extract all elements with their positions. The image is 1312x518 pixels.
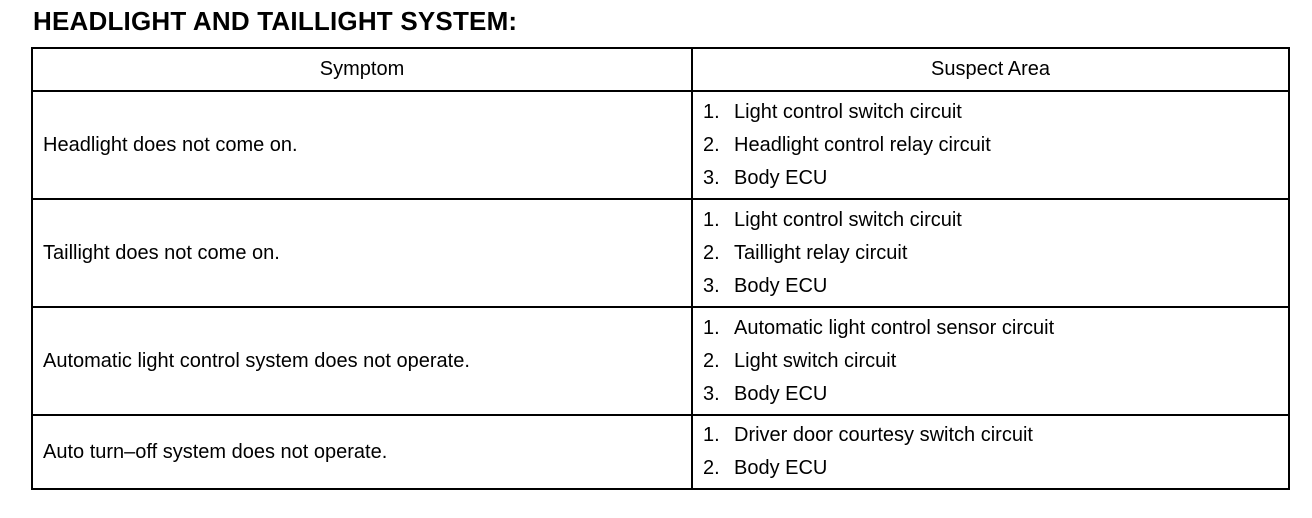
item-number: 1. bbox=[703, 208, 720, 231]
item-number: 1. bbox=[703, 424, 720, 446]
item-number: 2. bbox=[703, 457, 720, 479]
item-text: Light control switch circuit bbox=[734, 208, 962, 231]
item-text: Headlight control relay circuit bbox=[734, 133, 991, 156]
list-item bbox=[703, 96, 1288, 129]
item-text: Body ECU bbox=[734, 457, 828, 479]
item-text: Light switch circuit bbox=[734, 349, 897, 372]
item-text: Automatic light control sensor circuit bbox=[734, 316, 1055, 339]
header-symptom: Symptom bbox=[32, 48, 692, 91]
symptom-cell: Auto turn–off system does not operate. bbox=[32, 415, 692, 489]
header-suspect-area: Suspect Area bbox=[692, 48, 1289, 91]
symptom-cell: Taillight does not come on. bbox=[32, 199, 692, 307]
suspect-area-cell bbox=[692, 415, 1289, 489]
item-number: 2. bbox=[703, 133, 720, 156]
list-item bbox=[703, 419, 1288, 452]
table-header-row bbox=[32, 48, 1289, 91]
list-item bbox=[703, 378, 1288, 411]
table-row bbox=[32, 91, 1289, 199]
list-item bbox=[703, 270, 1288, 303]
symptom-table bbox=[31, 47, 1290, 490]
symptom-cell: Headlight does not come on. bbox=[32, 91, 692, 199]
list-item bbox=[703, 162, 1288, 195]
item-number: 2. bbox=[703, 241, 720, 264]
item-text: Driver door courtesy switch circuit bbox=[734, 424, 1033, 446]
symptom-cell: Automatic light control system does not operate. bbox=[32, 307, 692, 415]
item-text: Body ECU bbox=[734, 166, 828, 189]
table-row bbox=[32, 415, 1289, 489]
item-number: 1. bbox=[703, 316, 720, 339]
suspect-area-cell bbox=[692, 199, 1289, 307]
list-item bbox=[703, 452, 1288, 485]
item-number: 3. bbox=[703, 274, 720, 297]
list-item bbox=[703, 204, 1288, 237]
item-text: Body ECU bbox=[734, 382, 828, 405]
list-item bbox=[703, 129, 1288, 162]
item-number: 1. bbox=[703, 100, 720, 123]
table-row bbox=[32, 199, 1289, 307]
suspect-area-cell bbox=[692, 91, 1289, 199]
page-title: HEADLIGHT AND TAILLIGHT SYSTEM: bbox=[33, 6, 518, 36]
item-text: Body ECU bbox=[734, 274, 828, 297]
list-item bbox=[703, 237, 1288, 270]
item-number: 2. bbox=[703, 349, 720, 372]
list-item bbox=[703, 345, 1288, 378]
suspect-area-cell bbox=[692, 307, 1289, 415]
item-number: 3. bbox=[703, 382, 720, 405]
table-row bbox=[32, 307, 1289, 415]
item-text: Taillight relay circuit bbox=[734, 241, 908, 264]
item-text: Light control switch circuit bbox=[734, 100, 962, 123]
list-item bbox=[703, 312, 1288, 345]
item-number: 3. bbox=[703, 166, 720, 189]
